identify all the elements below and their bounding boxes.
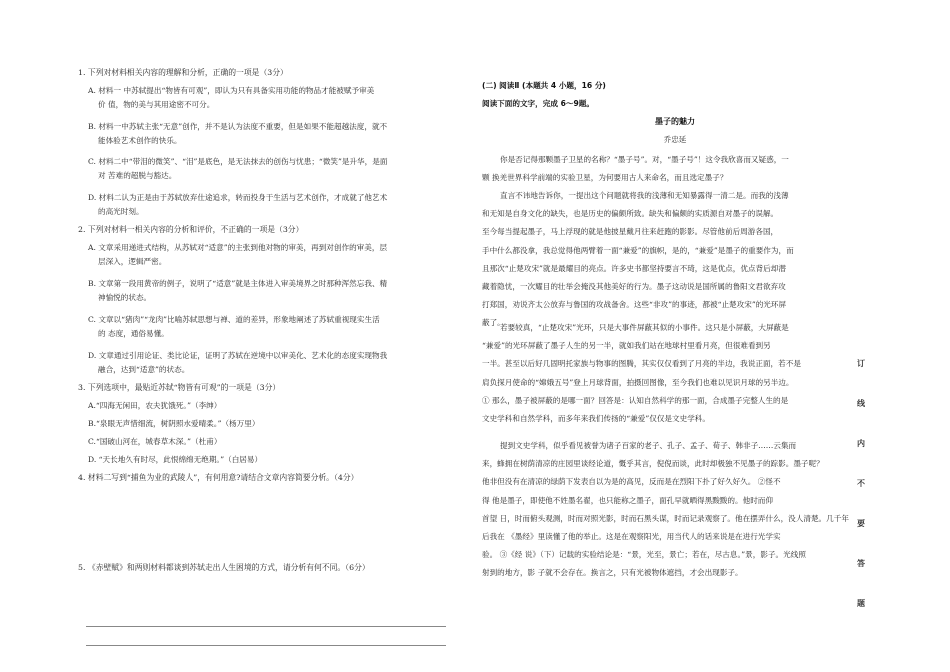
binding-char-3: 内: [857, 438, 865, 448]
p4-line: 来，蜂拥在树荫清凉的庄园里谈经论道，慨乎其言，倪倪而谈，此时却极独不见墨子的踪影。墨子呢？: [482, 459, 824, 469]
p4-line: 射到的地方，影 子就不会存在。换言之，只有光被物体遮挡，才会出现影子。: [482, 568, 743, 578]
reading-instruction: 阅读下面的文字，完成 6～9题。: [482, 99, 594, 108]
question-2-option-c: C. 文章以“猪肉”“龙肉”比喻苏轼思想与禅、道的差异，形象地阐述了苏轼重视现实生活: [88, 315, 380, 324]
question-1-option-a: A. 材料一 中苏轼提出“物皆有可观”，即认为只有具备实用功能的物品才能被赋予审美: [88, 86, 375, 95]
question-3-option-b: B.“泉眼无声惜细流，树阴照水爱晴柔。”（杨万里）: [88, 419, 260, 428]
p4-line: 得 他是墨子，即使他不姓墨名翟，也只能称之墨子，面孔早就晒得黑黢黢的。他时而仰: [482, 495, 773, 505]
p4-line: 他非但没有在清凉的绿荫下发表自以为是的高见，反而是在烈阳下扑了好久好久。 ②怪不: [482, 477, 781, 487]
question-1-option-c-cont: 对 苦难的超脱与豁达。: [98, 171, 177, 180]
question-1-option-d-cont: 的高光时刻。: [98, 207, 144, 216]
question-1-option-c: C. 材料二中“带泪的微笑”、“泪”是底色，是无法抹去的创伤与忧患；“微笑”是升华，是面: [88, 157, 388, 166]
answer-line-1: [86, 626, 446, 627]
question-3-option-d: D. “天长地久有时尽，此恨绵绵无绝期。”（白居易）: [88, 455, 263, 464]
binding-char-2: 线: [857, 398, 865, 408]
question-2-option-b-cont: 神愉悦的状态。: [98, 293, 152, 302]
p3-line: ① 那么，墨子被屏蔽的是哪一面？回答是：认知自然科学的那一面，合成墨子完整人生的是: [482, 395, 789, 405]
question-2-option-a-cont: 层深入，逻辑严密。: [98, 257, 167, 266]
binding-char-5: 要: [857, 518, 865, 528]
question-2-option-c-cont: 的 态度，通俗易懂。: [98, 329, 169, 338]
section-heading: (二) 阅读Ⅱ (本题共 4 小题，16 分): [482, 81, 606, 90]
question-2-option-a: A. 文章采用递进式结构，从苏轼对“适意”的主张到他对物的审美，再到对创作的审美，层: [88, 243, 388, 252]
question-4: 4. 材料二写到“捕鱼为业的武陵人”，有何用意?请结合文章内容简要分析。（4分）: [78, 473, 359, 482]
p2-line: 且那次“止楚攻宋”就是最耀目的亮点。许多史书都坚持要言不琦，这是优点，优点背后却潜: [482, 263, 786, 273]
binding-char-4: 不: [857, 478, 865, 488]
article-author: 乔忠延: [663, 135, 687, 144]
p2-line: 打郑国，劝说齐太公放弃与鲁国的攻战备舍。这些“非攻”的事迹，都被“止楚攻宋”的光环屏: [482, 300, 787, 310]
p1-line: 颗 换羌世界科学前端的实验卫星，为何要用古人来命名，而且选定墨子？: [482, 173, 728, 183]
binding-char-1: 订: [857, 358, 865, 368]
p3-line: 若要较真，“止楚攻宋”光环，只是大事件屏蔽其似的小事件。这只是小屏蔽，大屏蔽是: [500, 323, 789, 332]
answer-line-2: [86, 645, 446, 646]
question-3-option-c: C.“国破山河在，城春草木深。”（杜甫）: [88, 437, 222, 446]
question-1-stem: 1. 下列对材料相关内容的理解和分析，正确的一项是（3分）: [78, 68, 288, 77]
question-1-option-b-cont: 能体验艺术创作的快乐。: [98, 136, 182, 145]
question-2-option-d-cont: 融合，达到“适意”的状态。: [98, 365, 190, 374]
p3-line: 一半。甚至以后好几固明托家族与物事的图腾，其实仅仅看到了月亮的半边，我说正面，若不是: [482, 359, 801, 369]
binding-char-6: 答: [857, 558, 865, 568]
question-1-option-b: B. 材料一中苏轼主张“无意”创作，并不是认为法度不重要，但是如果不能超越法度，就不: [88, 122, 388, 131]
p4-line: 后我在 《墨经》里读懂了他的举止。这是在观察阳光，用当代人的话来说是在进行光学实: [482, 532, 781, 541]
p3-line: 文史学科和自然学科，而多年来我们传扬的“兼爱”仅仅是文史学科。: [482, 414, 710, 423]
p2-line: 蔽了。: [482, 318, 505, 328]
question-2-option-b: B. 文章第一段用黄帝的例子，说明了“适意”就是主体进入审美境界之时那种浑然忘我、精: [88, 279, 388, 288]
question-5: 5. 《赤壁赋》和两则材料都谈到苏轼走出人生困境的方式，请分析有何不同。（6分）: [78, 563, 370, 572]
question-2-stem: 2. 下列对材料一相关内容的分析和评价，不正确的一项是（3分）: [78, 225, 304, 234]
p2-line: 至今每当提起墨子，马上浮现的就是他披星戴月往来赶跑的影影。尽管他前后周游各国，: [482, 227, 779, 237]
p2-line: 直言不讳地告诉你，一提出这个问题就将我的浅薄和无知暴露得一清二是。而我的浅薄: [500, 191, 789, 200]
question-3-stem: 3. 下列选项中，最贴近苏轼“物皆有可观”的一项是（3分）: [78, 383, 281, 392]
p2-line: 手中什么都没拿，我总觉得他两臂着一面“兼爱”的旗帜，是的，“兼爱”是墨子的重要作为，而: [482, 245, 794, 255]
p3-line: 肩负探月使命的“嫦娥五号”登上月球背面，拍摄回图像，至今我们也难以见识月球的另半边。: [482, 377, 794, 387]
question-1-option-d: D. 材料二认为正是由于苏轼放弃仕途追求，转而投身于生活与艺术创作，才成就了他艺术: [88, 193, 388, 202]
article-title: 墨子的魅力: [655, 117, 695, 126]
p3-line: “兼爱”的光环屏蔽了墨子人生的另一半，就如我们站在地球村里看月亮，但很难看到另: [482, 341, 771, 351]
p2-line: 和无知是自身文化的缺失，也是历史的偏颇所致。缺失和偏颇的实质源自对墨子的误解。: [482, 209, 779, 219]
p2-line: 藏着隐忧，一次耀目的壮举会掩没其他美好的行为。墨子这动说是国所属的鲁阳文君欲弃攻: [482, 282, 786, 291]
question-3-option-a: A.“四海无闲田，农夫犹饿死。”（李绅）: [88, 401, 222, 410]
question-2-option-d: D. 文章通过引用论证、类比论证，证明了苏轼在逆境中以审美化、艺术化的态度实现物我: [88, 351, 388, 360]
p4-line: 首望 日，时而俯头观测，时而对照光影，时而石黑头谋，时而记录观察了。他在摆弄什么，没人清楚。几千年: [482, 513, 849, 523]
p4-line: 验。 ③《经 说》（下）记载的实验结论是：“景，光至，景亡；若在，尽古息。”景，影子。光线照: [482, 550, 806, 560]
question-1-option-a-cont: 价 值，物的美与其用途密不可分。: [98, 100, 215, 109]
binding-char-7: 题: [857, 598, 865, 608]
p4-line: 提到文史学科，似乎看见被誉为诸子百家的老子、孔子、孟子、荀子、韩非子……云集而: [500, 441, 797, 450]
p1-line: 你是否记得那颗墨子卫星的名称？“墨子号”。对，“墨子号”！这令我欣喜而又疑惑，一: [500, 155, 789, 164]
